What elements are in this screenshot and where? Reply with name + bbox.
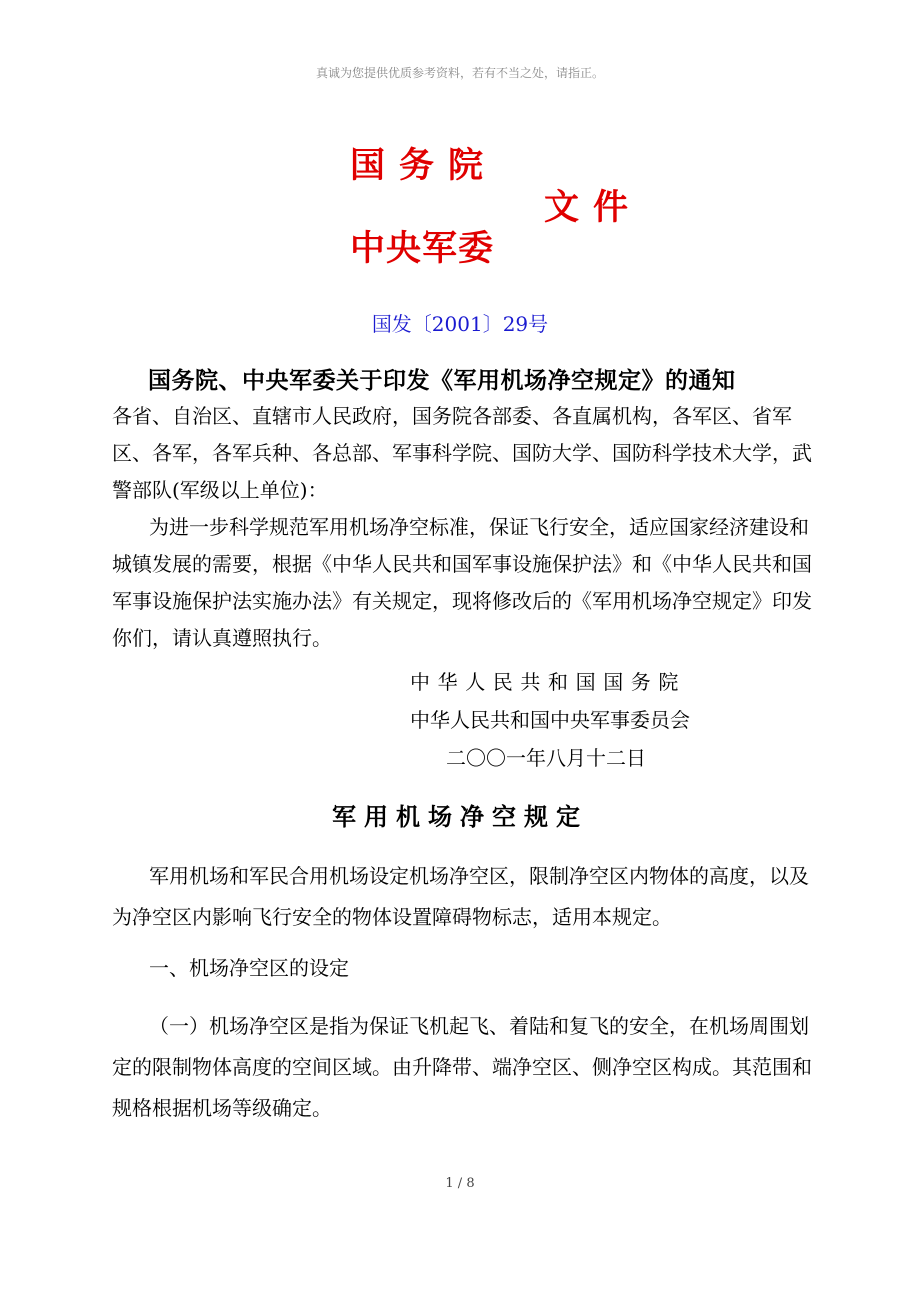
notice-addressees: 各省、自治区、直辖市人民政府，国务院各部委、各直属机构，各军区、省军区、各军，各军兵种、各总部、军事科学院、国防大学、国防科学技术大学，武警部队(军级以上单位)： xyxy=(112,404,812,502)
page-indicator: 1 / 8 xyxy=(445,1176,475,1191)
document-number: 国发〔2001〕29号 xyxy=(371,312,549,336)
issuer-central-military-commission: 中央军委 xyxy=(350,229,495,269)
regulation-scope: 军用机场和军民合用机场设定机场净空区，限制净空区内物体的高度，以及为净空区内影响飞行安全的物体设置障碍物标志，适用本规定。 xyxy=(112,864,809,929)
notice-date: 二〇〇一年八月十二日 xyxy=(446,746,646,770)
section-1-item-1: （一）机场净空区是指为保证飞机起飞、着陆和复飞的安全，在机场周围划定的限制物体高度的空间区域。由升降带、端净空区、侧净空区构成。其范围和规格根据机场等级确定。 xyxy=(112,1014,812,1120)
signatory-central-military-commission: 中华人民共和国中央军事委员会 xyxy=(410,708,690,732)
signatory-state-council: 中华人民共和国国务院 xyxy=(410,670,686,694)
notice-title: 国务院、中央军委关于印发《军用机场净空规定》的通知 xyxy=(148,368,736,394)
regulation-title: 军用机场净空规定 xyxy=(332,803,588,831)
document-type-label: 文件 xyxy=(544,188,643,228)
section-1-heading: 一、机场净空区的设定 xyxy=(149,956,349,980)
notice-body: 为进一步科学规范军用机场净空标准，保证飞行安全，适应国家经济建设和城镇发展的需要，根据《中华人民共和国军事设施保护法》和《中华人民共和国军事设施保护法实施办法》有关规定，现将修改后的《军用机场净空规定》印发你们，请认真遵照执行。 xyxy=(112,515,812,650)
issuer-state-council: 国务院 xyxy=(350,146,498,186)
watermark-text: 真诚为您提供优质参考资料，若有不当之处，请指正。 xyxy=(315,66,604,80)
